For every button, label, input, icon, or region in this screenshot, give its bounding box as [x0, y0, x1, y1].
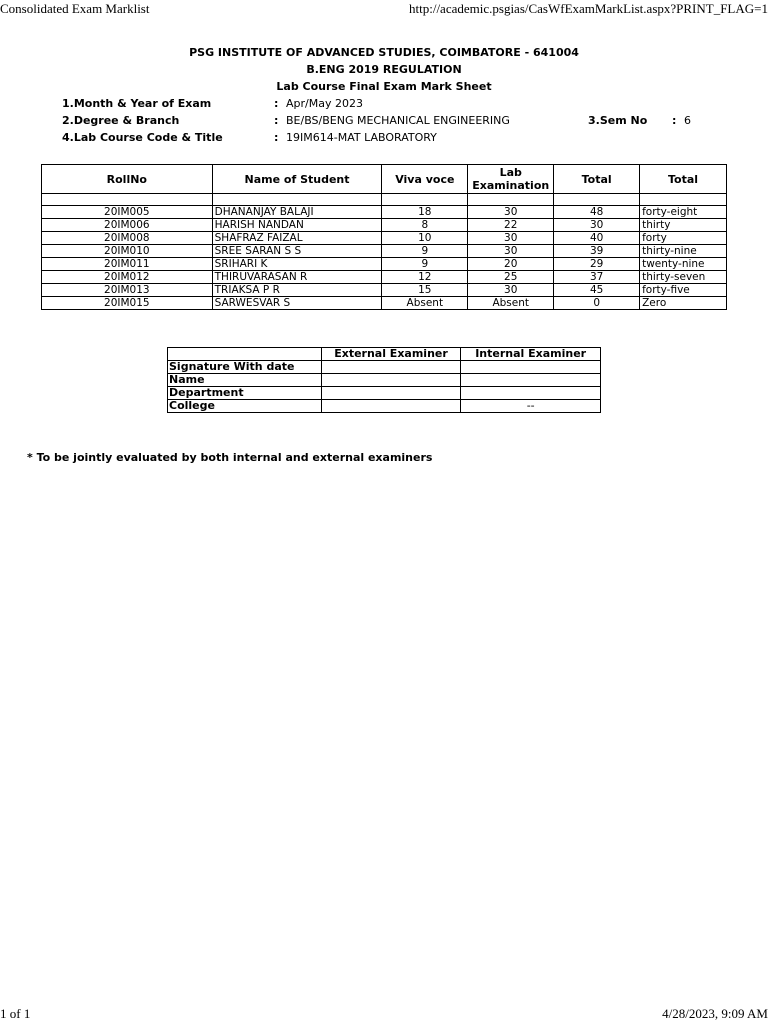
table-row	[42, 232, 727, 245]
external-examiner-cell	[321, 387, 461, 400]
marks-header-row	[42, 165, 727, 194]
empty-cell	[212, 194, 382, 206]
meta-colon: :	[274, 114, 279, 127]
header-external-examiner: External Examiner	[321, 348, 461, 361]
header-total-words: Total	[640, 165, 727, 194]
total-cell: 29	[554, 258, 640, 271]
print-page-title: Consolidated Exam Marklist	[0, 1, 150, 16]
total-words-cell: thirty-seven	[640, 271, 727, 284]
external-examiner-cell	[321, 400, 461, 413]
student-name-cell: SHAFRAZ FAIZAL	[212, 232, 382, 245]
empty-cell	[42, 194, 213, 206]
empty-cell	[640, 194, 727, 206]
print-footer	[0, 1006, 768, 1022]
print-timestamp: 4/28/2023, 9:09 AM	[662, 1006, 768, 1021]
signature-row-label: Department	[168, 387, 322, 400]
signature-row-label: Signature With date	[168, 361, 322, 374]
viva-voce-cell: 12	[382, 271, 468, 284]
header-total-numeric: Total	[554, 165, 640, 194]
degree-label: 2.Degree & Branch	[62, 114, 180, 127]
meta-colon: :	[274, 97, 279, 110]
table-row	[168, 400, 601, 413]
table-row	[42, 271, 727, 284]
table-row	[42, 245, 727, 258]
viva-voce-cell: 18	[382, 206, 468, 219]
viva-voce-cell: 10	[382, 232, 468, 245]
month-year-label: 1.Month & Year of Exam	[62, 97, 212, 110]
table-row	[42, 258, 727, 271]
marks-subheader-row	[42, 194, 727, 206]
marks-table	[41, 164, 727, 310]
student-name-cell: SREE SARAN S S	[212, 245, 382, 258]
meta-row-month-year	[62, 95, 702, 112]
course-value: 19IM614-MAT LABORATORY	[286, 131, 437, 144]
student-name-cell: SRIHARI K	[212, 258, 382, 271]
rollno-cell: 20IM008	[42, 232, 213, 245]
internal-examiner-cell	[461, 361, 601, 374]
total-cell: 45	[554, 284, 640, 297]
rollno-cell: 20IM006	[42, 219, 213, 232]
meta-row-course	[62, 129, 702, 146]
signature-header-row	[168, 348, 601, 361]
examiner-signature-table	[167, 347, 601, 413]
rollno-cell: 20IM012	[42, 271, 213, 284]
evaluation-note: * To be jointly evaluated by both internal and external examiners	[27, 451, 433, 464]
header-internal-examiner: Internal Examiner	[461, 348, 601, 361]
lab-exam-cell: 30	[468, 206, 554, 219]
table-row	[42, 206, 727, 219]
rollno-cell: 20IM010	[42, 245, 213, 258]
total-cell: 40	[554, 232, 640, 245]
table-row	[42, 284, 727, 297]
total-words-cell: forty-five	[640, 284, 727, 297]
lab-exam-cell: 20	[468, 258, 554, 271]
print-page-url: http://academic.psgias/CasWfExamMarkList.aspx?PRINT_FLAG=1	[409, 1, 768, 16]
student-name-cell: THIRUVARASAN R	[212, 271, 382, 284]
regulation-title: B.ENG 2019 REGULATION	[306, 63, 462, 76]
header-rollno: RollNo	[42, 165, 213, 194]
student-name-cell: TRIAKSA P R	[212, 284, 382, 297]
student-name-cell: DHANANJAY BALAJI	[212, 206, 382, 219]
empty-cell	[554, 194, 640, 206]
meta-colon: :	[672, 114, 677, 127]
sem-label: 3.Sem No	[588, 114, 648, 127]
student-name-cell: HARISH NANDAN	[212, 219, 382, 232]
rollno-cell: 20IM011	[42, 258, 213, 271]
course-label: 4.Lab Course Code & Title	[62, 131, 223, 144]
total-cell: 0	[554, 297, 640, 310]
sheet-title: Lab Course Final Exam Mark Sheet	[276, 80, 492, 93]
rollno-cell: 20IM005	[42, 206, 213, 219]
lab-exam-cell: 30	[468, 245, 554, 258]
table-row	[42, 219, 727, 232]
lab-exam-cell: 25	[468, 271, 554, 284]
document-titles	[0, 44, 768, 95]
external-examiner-cell	[321, 361, 461, 374]
total-words-cell: Zero	[640, 297, 727, 310]
student-name-cell: SARWESVAR S	[212, 297, 382, 310]
month-year-value: Apr/May 2023	[286, 97, 363, 110]
sem-value: 6	[684, 114, 691, 127]
table-row	[168, 374, 601, 387]
viva-voce-cell: 9	[382, 245, 468, 258]
meta-row-degree	[62, 112, 702, 129]
total-words-cell: thirty-nine	[640, 245, 727, 258]
total-cell: 48	[554, 206, 640, 219]
table-row	[168, 387, 601, 400]
internal-examiner-cell	[461, 387, 601, 400]
signature-row-label: Name	[168, 374, 322, 387]
viva-voce-cell: 8	[382, 219, 468, 232]
rollno-cell: 20IM013	[42, 284, 213, 297]
internal-examiner-cell: --	[461, 400, 601, 413]
page-count: 1 of 1	[0, 1006, 31, 1021]
empty-cell	[168, 348, 322, 361]
total-words-cell: forty	[640, 232, 727, 245]
print-header	[0, 1, 768, 17]
degree-value: BE/BS/BENG MECHANICAL ENGINEERING	[286, 114, 510, 127]
exam-meta	[62, 95, 702, 146]
internal-examiner-cell	[461, 374, 601, 387]
lab-exam-cell: 30	[468, 232, 554, 245]
viva-voce-cell: 15	[382, 284, 468, 297]
institute-title: PSG INSTITUTE OF ADVANCED STUDIES, COIMBATORE - 641004	[189, 46, 579, 59]
lab-exam-cell: 22	[468, 219, 554, 232]
external-examiner-cell	[321, 374, 461, 387]
lab-exam-cell: Absent	[468, 297, 554, 310]
viva-voce-cell: Absent	[382, 297, 468, 310]
total-cell: 37	[554, 271, 640, 284]
table-row	[42, 297, 727, 310]
lab-exam-cell: 30	[468, 284, 554, 297]
total-words-cell: forty-eight	[640, 206, 727, 219]
signature-row-label: College	[168, 400, 322, 413]
total-words-cell: twenty-nine	[640, 258, 727, 271]
total-words-cell: thirty	[640, 219, 727, 232]
rollno-cell: 20IM015	[42, 297, 213, 310]
table-row	[168, 361, 601, 374]
total-cell: 30	[554, 219, 640, 232]
viva-voce-cell: 9	[382, 258, 468, 271]
header-student-name: Name of Student	[212, 165, 382, 194]
header-lab-examination: Lab Examination	[468, 165, 554, 194]
header-viva-voce: Viva voce	[382, 165, 468, 194]
total-cell: 39	[554, 245, 640, 258]
empty-cell	[382, 194, 468, 206]
meta-colon: :	[274, 131, 279, 144]
empty-cell	[468, 194, 554, 206]
